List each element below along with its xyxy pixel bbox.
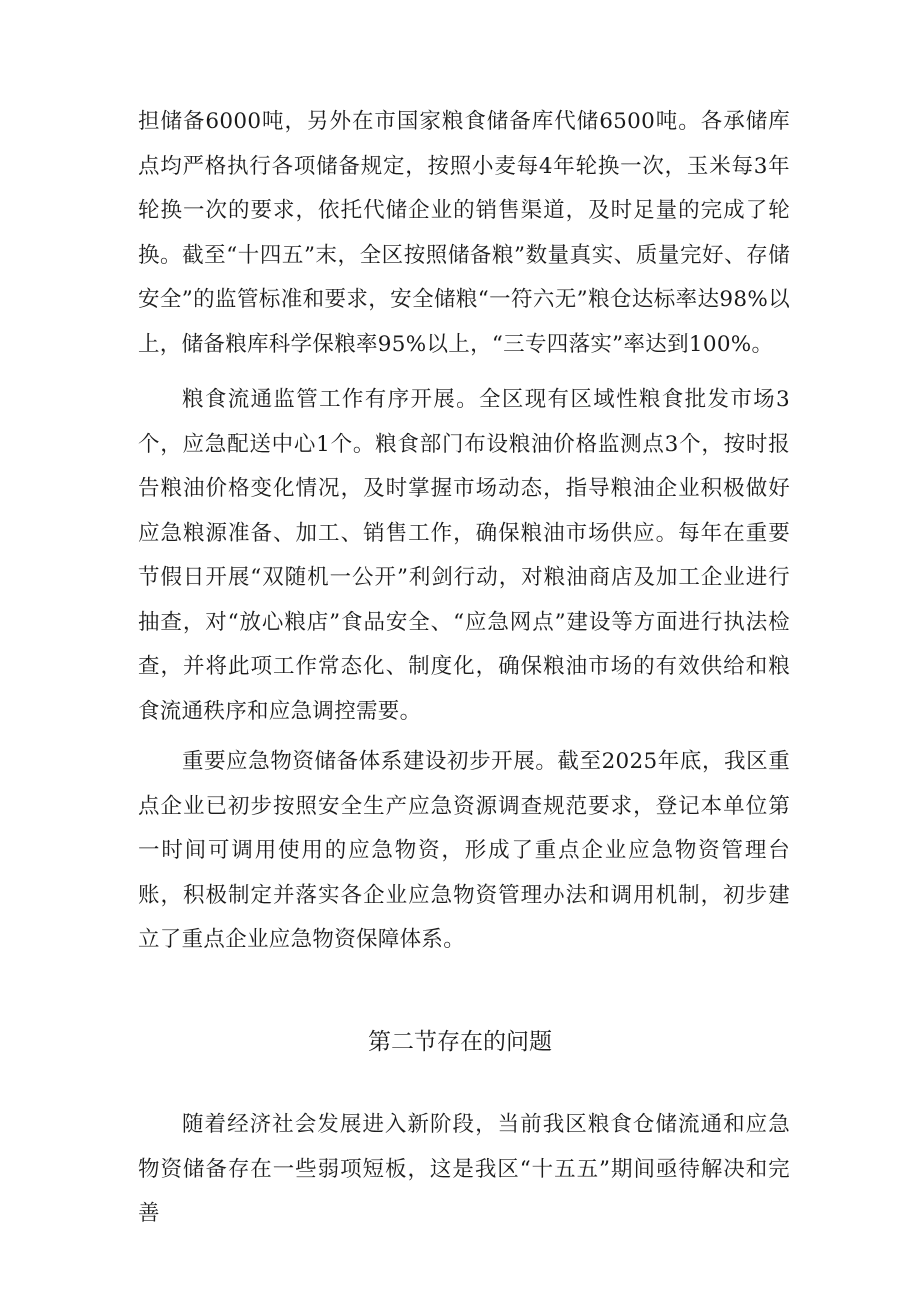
paragraph-grain-circulation-supervision: 粮食流通监管工作有序开展。全区现有区域性粮食批发市场3个，应急配送中心1个。粮食部门布设粮油价格监测点3个，按时报告粮油价格变化情况，及时掌握市场动态，指导粮油企业积极做好应急粮源准备、加工、销售工作，确保粮油市场供应。每年在重要节假日开展“双随机一公开”利剑行动，对粮油商店及加工企业进行抽查，对“放心粮店”食品安全、“应急网点”建设等方面进行执法检查，并将此项工作常态化、制度化，确保粮油市场的有效供给和粮食流通秩序和应急调控需要。 [138, 387, 790, 724]
paragraph-existing-problems: 随着经济社会发展进入新阶段，当前我区粮食仓储流通和应急物资储备存在一些弱项短板，这是我区“十五五”期间亟待解决和完善 [138, 1112, 790, 1226]
paragraph-grain-reserve-rotation: 担储备6000吨，另外在市国家粮食储备库代储6500吨。各承储库点均严格执行各项储备规定，按照小麦每4年轮换一次，玉米每3年轮换一次的要求，依托代储企业的销售渠道，及时足量的完成了轮换。截至“十四五”末，全区按照储备粮”数量真实、质量完好、存储安全”的监管标准和要求，安全储粮“一符六无”粮仓达标率达98%以上，储备粮库科学保粮率95%以上，“三专四落实”率达到100%。 [138, 109, 790, 357]
paragraph-emergency-supplies-reserve: 重要应急物资储备体系建设初步开展。截至2025年底，我区重点企业已初步按照安全生产应急资源调查规范要求，登记本单位第一时间可调用使用的应急物资，形成了重点企业应急物资管理台账，积极制定并落实各企业应急物资管理办法和调用机制，初步建立了重点企业应急物资保障体系。 [138, 749, 790, 952]
section-heading: 第二节存在的问题 [368, 1029, 552, 1055]
